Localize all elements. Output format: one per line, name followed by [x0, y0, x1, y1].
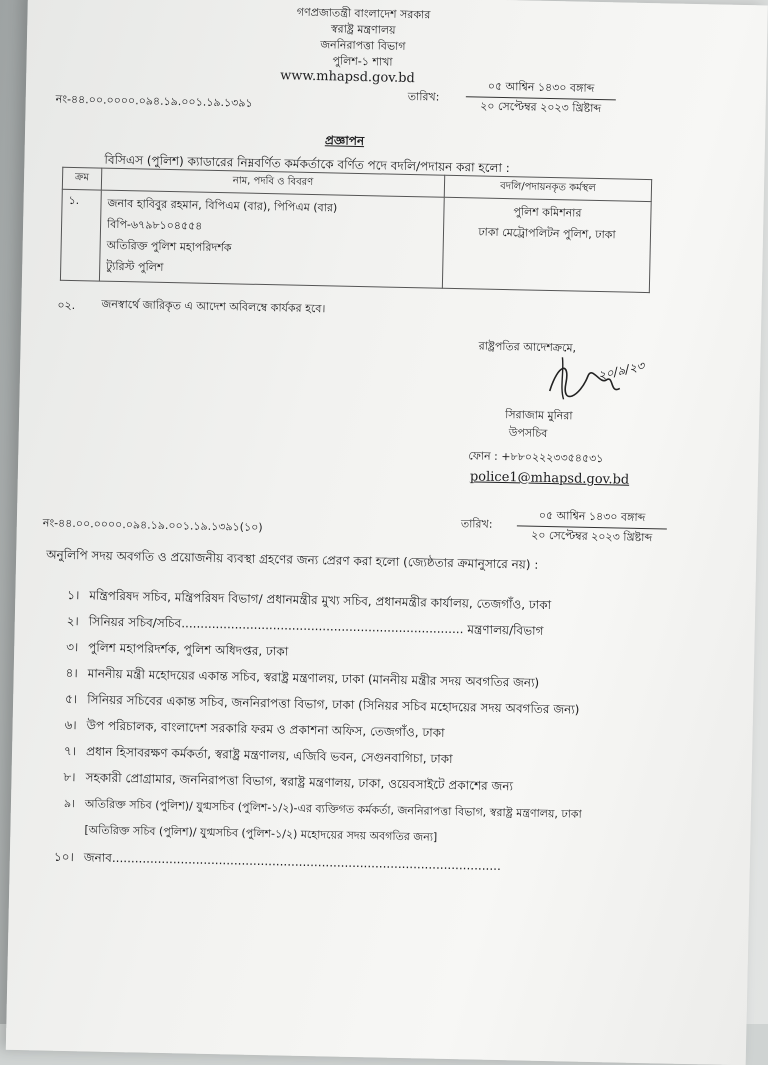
- header-government: গণপ্রজাতন্ত্রী বাংলাদেশ সরকার: [296, 5, 431, 22]
- list-item: [44, 638, 288, 663]
- copy-date-label: তারিখ:: [460, 517, 493, 531]
- table-header-name: নাম, পদবি ও বিবরণ: [101, 168, 444, 197]
- list-item-text: সিনিয়র সচিব/সচিব.......................................................................... মন্ত্রণালয়/বিভাগ: [88, 614, 544, 638]
- list-item-text: মন্ত্রিপরিষদ সচিব, মন্ত্রিপরিষদ বিভাগ/ প্রধানমন্ত্রীর মুখ্য সচিব, প্রধানমন্ত্রীর কার্যালয়, তেজগাঁও, ঢাকা: [89, 588, 552, 613]
- memo-number: নং-৪৪.০০.০০০০.০৯৪.১৯.০০১.১৯.১৩৯১: [55, 92, 253, 110]
- officer-name: জনাব হাবিবুর রহমান, বিপিএম (বার), পিপিএম (বার): [107, 196, 338, 215]
- list-item: [45, 586, 551, 617]
- signatory-designation: উপসচিব: [508, 426, 548, 440]
- list-item-text: প্রধান হিসাবরক্ষণ কর্মকর্তা, স্বরাষ্ট্র মন্ত্রণালয়, এজিবি ভবন, সেগুনবাগিচা, ঢাকা: [85, 744, 453, 767]
- list-item-number: ৫।: [64, 691, 78, 707]
- list-item-number: [40, 832, 74, 833]
- signature-date: ২০/৯/২৩: [596, 358, 646, 383]
- signature-order-line: রাষ্ট্রপতির আদেশক্রমে,: [478, 339, 577, 355]
- list-item-number: ৪।: [65, 665, 78, 681]
- posting-title: পুলিশ কমিশনার: [513, 205, 582, 220]
- memo-date-english: ২০ সেপ্টেম্বর ২০২৩ খ্রিষ্টাব্দ: [465, 96, 615, 119]
- table-cell-posting: [442, 197, 651, 292]
- list-item-text: উপ পরিচালক, বাংলাদেশ সরকারি ফরম ও প্রকাশনা অফিস, তেজগাঁও, ঢাকা: [86, 718, 445, 740]
- list-item-text: জনাব......................................................................................................: [83, 850, 502, 874]
- table-cell-name: [99, 190, 444, 288]
- list-item-text: [অতিরিক্ত সচিব (পুলিশ)/ যুগ্মসচিব (পুলিশ-১/২) মহোদয়ের সদয় অবগতির জন্য]: [84, 823, 438, 844]
- list-item: [42, 716, 444, 744]
- copy-date-block: [516, 506, 667, 548]
- officer-rank: অতিরিক্ত পুলিশ মহাপরিদর্শক: [106, 238, 232, 255]
- list-item-text: সিনিয়র সচিবের একান্ত সচিব, জননিরাপত্তা বিভাগ, ঢাকা (সিনিয়র সচিব মহোদয়ের সদয় অবগতির জন্য): [87, 692, 580, 717]
- memo-date-label: তারিখ:: [407, 89, 440, 104]
- list-item: [40, 820, 437, 847]
- posting-unit: ঢাকা মেট্রোপলিটন পুলিশ, ঢাকা: [478, 225, 616, 242]
- table-row: [60, 189, 651, 292]
- list-item: [45, 612, 544, 642]
- document-page: [6, 0, 768, 1065]
- list-item: [40, 848, 501, 878]
- list-item-text: পুলিশ মহাপরিদর্শক, পুলিশ অধিদপ্তর, ঢাকা: [88, 640, 289, 659]
- list-item: [43, 664, 539, 694]
- table-header-serial: ক্রম: [62, 167, 101, 190]
- list-item-number: ৭।: [63, 743, 77, 759]
- signatory-phone: ফোন : +৮৮০২২২৩৩৫৪৫৩১: [468, 449, 604, 466]
- list-item-number: ৬।: [64, 717, 77, 733]
- list-item-text: সহকারী প্রোগ্রামার, জননিরাপত্তা বিভাগ, স্বরাষ্ট্র মন্ত্রণালয়, ঢাকা, ওয়েবসাইটে প্রকাশের জন্য: [85, 770, 514, 794]
- memo-date-bangla: ০৫ আশ্বিন ১৪৩০ বঙ্গাব্দ: [487, 79, 595, 95]
- copy-intro: অনুলিপি সদয় অবগতি ও প্রয়োজনীয় ব্যবস্থা গ্রহণের জন্য প্রেরণ করা হলো (জ্যেষ্ঠতার ক্রমানুসারে নয়) :: [46, 547, 539, 572]
- list-item-number: ৯।: [63, 796, 76, 811]
- list-item-number: ১।: [67, 587, 80, 603]
- list-item-number: ২।: [66, 613, 79, 629]
- memo-date-block: [465, 77, 616, 119]
- notice-intro: বিসিএস (পুলিশ) ক্যাডারের নিম্নবর্ণিত কর্মকর্তাকে বর্ণিত পদে বদলি/পদায়ন করা হলো :: [104, 152, 510, 176]
- signatory-email[interactable]: police1@mhapsd.gov.bd: [469, 469, 630, 488]
- header-division: জননিরাপত্তা বিভাগ: [320, 38, 406, 53]
- copy-date-english: ২০ সেপ্টেম্বর ২০২৩ খ্রিষ্টাব্দ: [516, 525, 666, 548]
- list-item-text: অতিরিক্ত সচিব (পুলিশ)/ যুগ্মসচিব (পুলিশ-১/২)-এর ব্যক্তিগত কর্মকর্তা, জননিরাপত্তা বিভাগ, স্বরাষ্ট্র মন্ত্রণালয়, ঢাকা: [84, 797, 582, 821]
- header-section: পুলিশ-১ শাখা: [332, 54, 393, 69]
- copy-date-bangla: ০৫ আশ্বিন ১৪৩০ বঙ্গাব্দ: [538, 508, 646, 525]
- list-item: [42, 742, 453, 771]
- list-item-number: ৮।: [63, 769, 76, 785]
- copy-memo-number: নং-৪৪.০০.০০০০.০৯৪.১৯.০০১.১৯.১৩৯১(১০): [42, 516, 263, 535]
- list-item-number: ১০।: [53, 849, 74, 865]
- list-item-number: ৩।: [66, 639, 79, 655]
- notice-title: প্রজ্ঞাপন: [324, 133, 365, 149]
- clause-text: জনস্বার্থে জারিকৃত এ আদেশ অবিলম্বে কার্যকর হবে।: [101, 297, 326, 316]
- clause-number: ০২.: [57, 298, 76, 313]
- header-ministry: স্বরাষ্ট্র মন্ত্রণালয়: [330, 22, 396, 37]
- list-item-text: মাননীয় মন্ত্রী মহোদয়ের একান্ত সচিব, স্বরাষ্ট্র মন্ত্রণালয়, ঢাকা (মাননীয় মন্ত্রীর সদয় অবগতির জন্য): [87, 666, 540, 690]
- list-item: [43, 690, 580, 721]
- list-item: [41, 794, 582, 824]
- header-website: www.mhapsd.gov.bd: [280, 68, 415, 87]
- transfer-table: [60, 167, 652, 293]
- officer-bp-number: বিপি-৬৭৯৮১০৪৫৫৪: [106, 217, 203, 233]
- list-item: [41, 768, 513, 798]
- table-cell-serial: ১.: [60, 189, 101, 281]
- table-header-posting: বদলি/পদায়নকৃত কর্মস্থল: [444, 175, 651, 201]
- officer-unit: ট্যুরিস্ট পুলিশ: [106, 259, 164, 274]
- signatory-name: সিরাজাম মুনিরা: [505, 408, 573, 423]
